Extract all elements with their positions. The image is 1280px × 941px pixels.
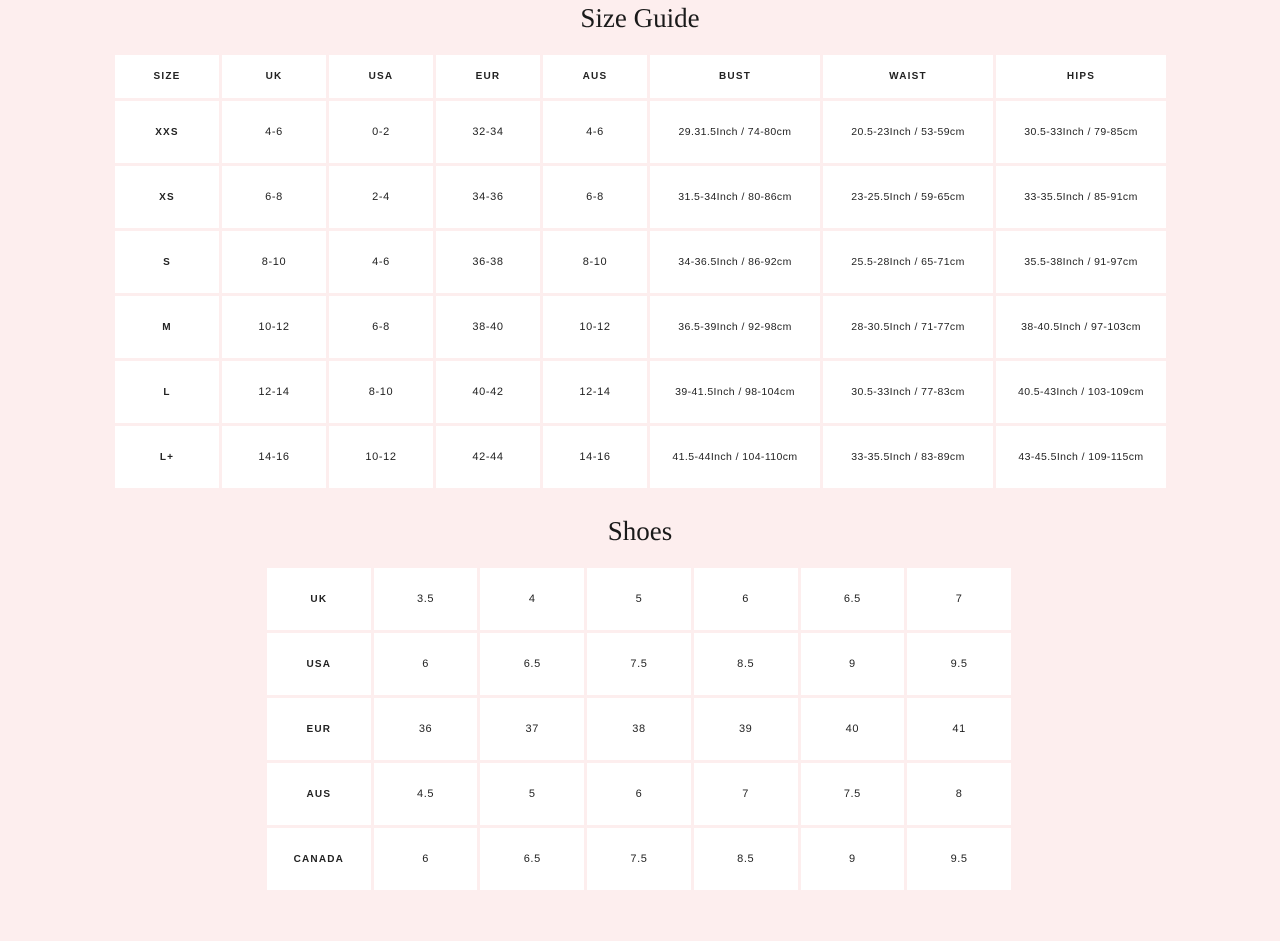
aus-size-cell: 8-10 [543,231,647,293]
size-label: M [115,296,219,358]
uk-size-cell: 6-8 [222,166,326,228]
shoe-size-cell: 4 [480,568,584,630]
header-bust: BUST [650,55,820,98]
shoe-size-cell: 41 [907,698,1011,760]
shoe-size-cell: 9.5 [907,828,1011,890]
eur-size-cell: 42-44 [436,426,540,488]
table-row [115,296,1166,358]
header-usa: USA [329,55,433,98]
table-row [267,698,1011,760]
size-label: S [115,231,219,293]
shoe-region-label: UK [267,568,371,630]
header-waist: WAIST [823,55,993,98]
shoe-size-cell: 5 [587,568,691,630]
shoe-size-cell: 37 [480,698,584,760]
waist-cell: 23-25.5Inch / 59-65cm [823,166,993,228]
size-label: XXS [115,101,219,163]
usa-size-cell: 6-8 [329,296,433,358]
shoe-size-cell: 7 [907,568,1011,630]
header-eur: EUR [436,55,540,98]
shoe-size-cell: 39 [694,698,798,760]
shoe-size-cell: 6 [694,568,798,630]
shoe-size-cell: 6 [587,763,691,825]
table-row [115,101,1166,163]
hips-cell: 30.5-33Inch / 79-85cm [996,101,1166,163]
eur-size-cell: 38-40 [436,296,540,358]
header-size: SIZE [115,55,219,98]
shoe-size-cell: 8.5 [694,633,798,695]
usa-size-cell: 4-6 [329,231,433,293]
waist-cell: 25.5-28Inch / 65-71cm [823,231,993,293]
shoe-size-cell: 9 [801,633,905,695]
uk-size-cell: 10-12 [222,296,326,358]
shoe-size-cell: 8 [907,763,1011,825]
bust-cell: 29.31.5Inch / 74-80cm [650,101,820,163]
bust-cell: 34-36.5Inch / 86-92cm [650,231,820,293]
shoes-size-table [264,565,1014,893]
eur-size-cell: 34-36 [436,166,540,228]
table-row [267,633,1011,695]
hips-cell: 43-45.5Inch / 109-115cm [996,426,1166,488]
aus-size-cell: 12-14 [543,361,647,423]
size-label: L [115,361,219,423]
uk-size-cell: 14-16 [222,426,326,488]
waist-cell: 33-35.5Inch / 83-89cm [823,426,993,488]
hips-cell: 40.5-43Inch / 103-109cm [996,361,1166,423]
hips-cell: 33-35.5Inch / 85-91cm [996,166,1166,228]
table-row [115,231,1166,293]
aus-size-cell: 4-6 [543,101,647,163]
shoe-size-cell: 6.5 [801,568,905,630]
shoe-size-cell: 6.5 [480,828,584,890]
usa-size-cell: 0-2 [329,101,433,163]
shoe-size-cell: 4.5 [374,763,478,825]
shoe-size-cell: 3.5 [374,568,478,630]
aus-size-cell: 6-8 [543,166,647,228]
shoe-size-cell: 7.5 [587,633,691,695]
table-row [115,361,1166,423]
bust-cell: 31.5-34Inch / 80-86cm [650,166,820,228]
usa-size-cell: 10-12 [329,426,433,488]
header-uk: UK [222,55,326,98]
table-row [267,828,1011,890]
waist-cell: 30.5-33Inch / 77-83cm [823,361,993,423]
size-label: XS [115,166,219,228]
waist-cell: 20.5-23Inch / 53-59cm [823,101,993,163]
shoe-region-label: EUR [267,698,371,760]
waist-cell: 28-30.5Inch / 71-77cm [823,296,993,358]
table-row [115,426,1166,488]
shoe-size-cell: 6 [374,633,478,695]
shoe-size-cell: 9.5 [907,633,1011,695]
size-guide-table [112,52,1169,491]
uk-size-cell: 4-6 [222,101,326,163]
shoe-size-cell: 6 [374,828,478,890]
aus-size-cell: 14-16 [543,426,647,488]
shoes-title: Shoes [607,516,673,546]
table-row [267,568,1011,630]
shoe-region-label: CANADA [267,828,371,890]
shoe-size-cell: 7.5 [587,828,691,890]
hips-cell: 35.5-38Inch / 91-97cm [996,231,1166,293]
bust-cell: 41.5-44Inch / 104-110cm [650,426,820,488]
shoe-size-cell: 38 [587,698,691,760]
hips-cell: 38-40.5Inch / 97-103cm [996,296,1166,358]
usa-size-cell: 8-10 [329,361,433,423]
shoe-size-cell: 5 [480,763,584,825]
table-row [115,166,1166,228]
shoe-size-cell: 7 [694,763,798,825]
shoe-size-cell: 6.5 [480,633,584,695]
header-hips: HIPS [996,55,1166,98]
shoe-size-cell: 36 [374,698,478,760]
size-label: L+ [115,426,219,488]
uk-size-cell: 8-10 [222,231,326,293]
shoe-size-cell: 7.5 [801,763,905,825]
eur-size-cell: 36-38 [436,231,540,293]
usa-size-cell: 2-4 [329,166,433,228]
bust-cell: 39-41.5Inch / 98-104cm [650,361,820,423]
shoe-size-cell: 40 [801,698,905,760]
eur-size-cell: 32-34 [436,101,540,163]
uk-size-cell: 12-14 [222,361,326,423]
size-guide-header-row [115,55,1166,98]
bust-cell: 36.5-39Inch / 92-98cm [650,296,820,358]
aus-size-cell: 10-12 [543,296,647,358]
eur-size-cell: 40-42 [436,361,540,423]
shoe-size-cell: 8.5 [694,828,798,890]
shoe-size-cell: 9 [801,828,905,890]
header-aus: AUS [543,55,647,98]
table-row [267,763,1011,825]
shoe-region-label: AUS [267,763,371,825]
size-guide-title: Size Guide [580,3,700,33]
shoe-region-label: USA [267,633,371,695]
